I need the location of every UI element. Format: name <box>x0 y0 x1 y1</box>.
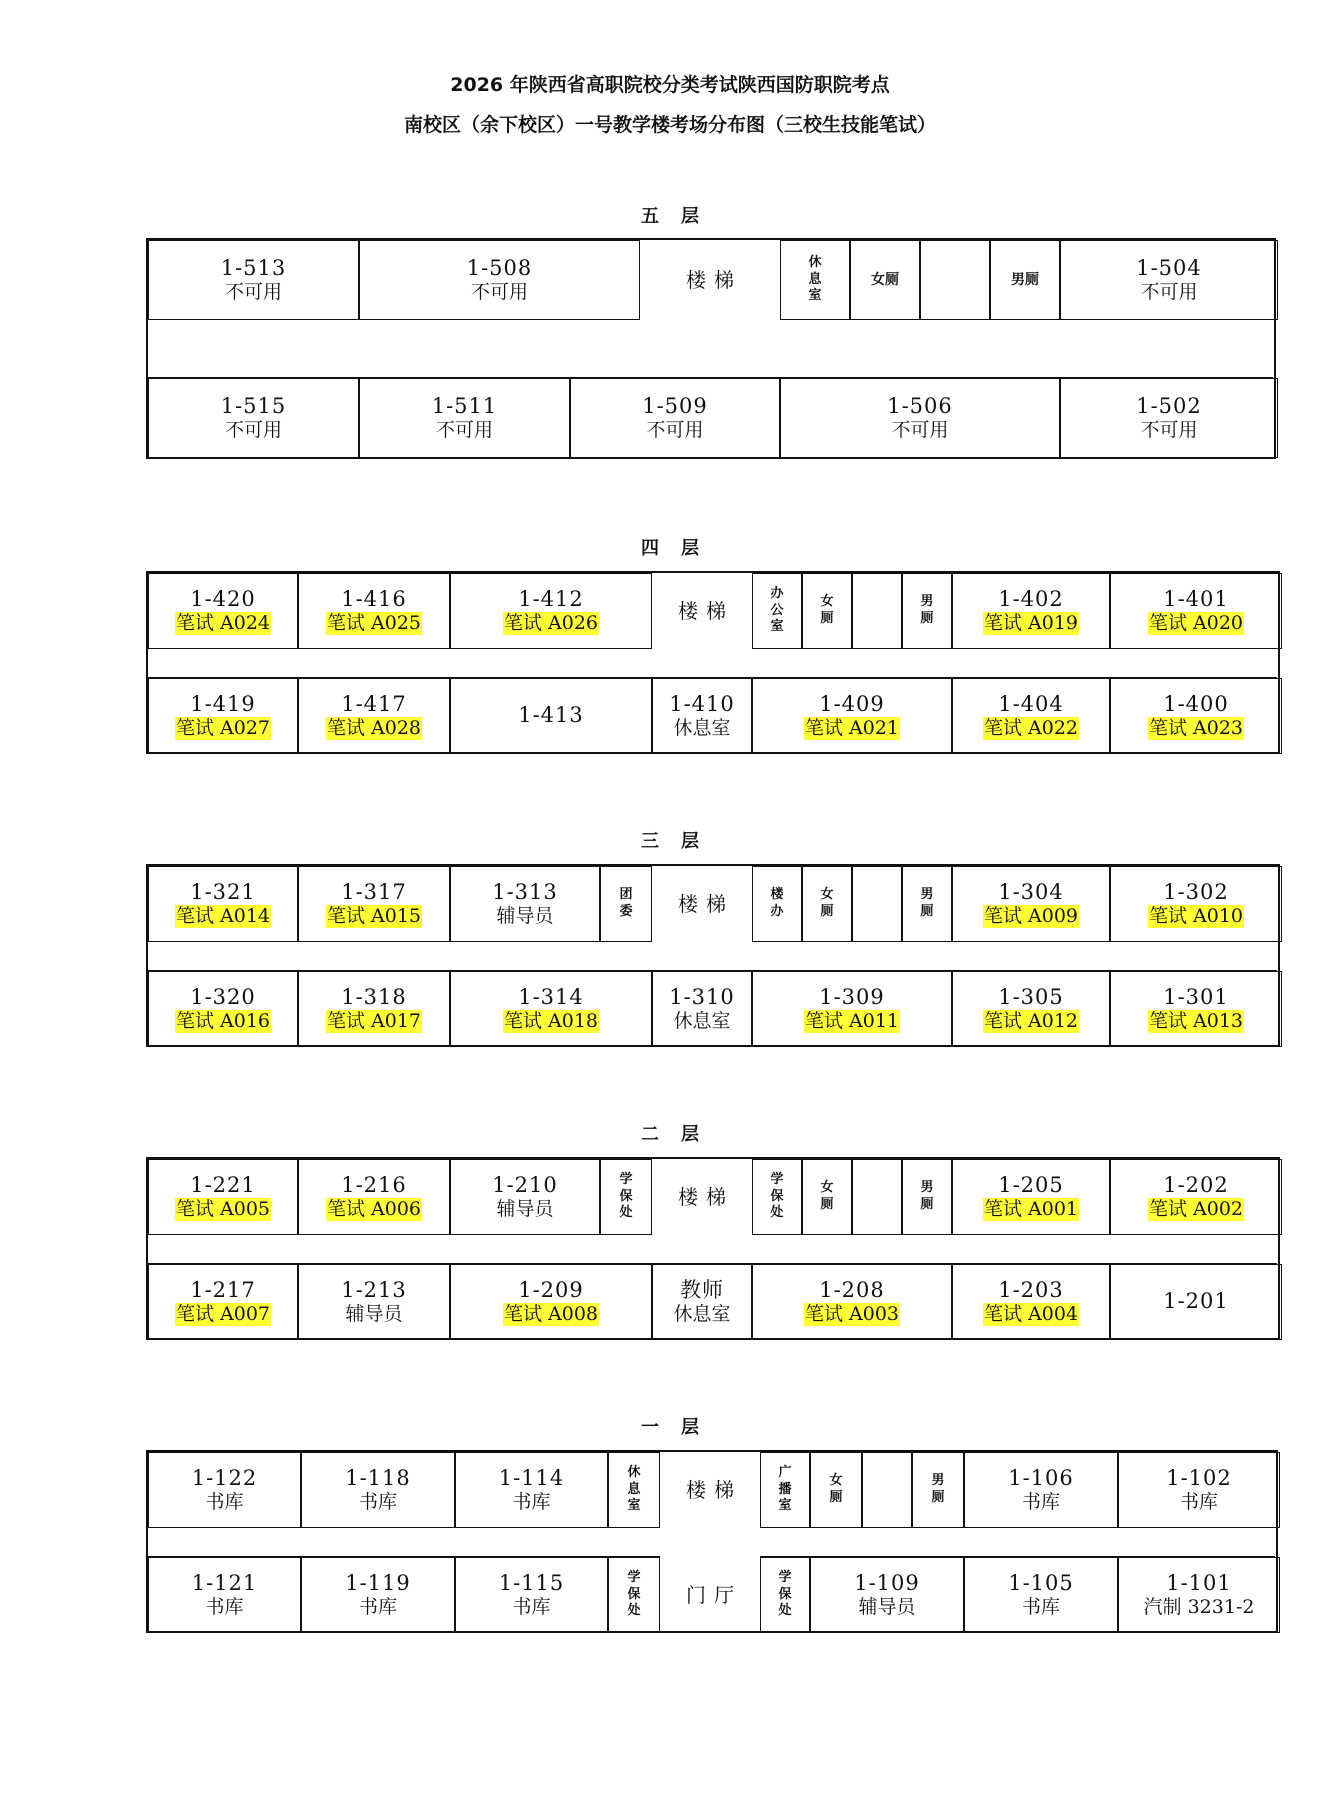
room-number: 1-504 <box>1136 256 1202 280</box>
facility-label: 女厕 <box>829 1473 843 1505</box>
facility-cell <box>902 1159 952 1235</box>
room-number: 1-210 <box>492 1173 558 1197</box>
corridor-wall <box>752 648 1277 649</box>
room-1-119 <box>301 1557 455 1633</box>
facility-label: 男厕 <box>920 1180 934 1212</box>
facility-cell <box>760 1452 810 1528</box>
room-1-105 <box>964 1557 1118 1633</box>
room-number: 1-515 <box>220 394 287 418</box>
corridor-wall <box>148 1263 1277 1264</box>
room-1-313 <box>450 866 600 942</box>
room-number: 1-209 <box>518 1278 584 1302</box>
floor-plan-3 <box>146 864 1280 1047</box>
room-number: 1-511 <box>431 394 498 418</box>
facility-cell <box>760 1557 810 1633</box>
facility-label: 女厕 <box>820 1180 834 1212</box>
room-1-321 <box>148 866 298 942</box>
room-1-511 <box>359 378 570 458</box>
room-1-301 <box>1110 971 1282 1047</box>
exam-room-label: 笔试 A024 <box>175 612 271 635</box>
facility-label: 学保处 <box>627 1569 641 1619</box>
exam-room-label: 笔试 A001 <box>983 1198 1079 1221</box>
room-number: 1-509 <box>642 394 708 418</box>
room-usage-label: 书库 <box>205 1491 244 1514</box>
room-number: 1-118 <box>345 1466 411 1490</box>
floor-plan-5 <box>146 238 1276 459</box>
facility-cell <box>802 573 852 649</box>
room-1-509 <box>570 378 780 458</box>
room-1-320 <box>148 971 298 1047</box>
exam-room-label: 笔试 A018 <box>503 1010 599 1033</box>
stairwell <box>652 866 752 942</box>
facility-label: 女厕 <box>820 887 834 919</box>
facility-label: 学保处 <box>770 1171 784 1221</box>
room-number: 1-213 <box>341 1278 407 1302</box>
room-number: 1-508 <box>466 256 533 280</box>
room-number: 1-101 <box>1166 1571 1232 1595</box>
room-usage-label: 不可用 <box>470 281 528 304</box>
room-1-201 <box>1110 1264 1282 1340</box>
room-number: 1-106 <box>1008 1466 1074 1490</box>
room-number: 1-402 <box>998 587 1064 611</box>
room-number: 1-216 <box>341 1173 407 1197</box>
corridor-wall <box>148 677 1277 678</box>
room-number: 1-417 <box>341 692 407 716</box>
room-1-208 <box>752 1264 952 1340</box>
room-usage-label: 不可用 <box>435 419 493 442</box>
floor-label-4: 四层 <box>641 538 721 559</box>
blank-cell <box>852 573 902 649</box>
room-1-400 <box>1110 678 1282 754</box>
room-number: 1-205 <box>998 1173 1064 1197</box>
room-usage-label: 辅导员 <box>858 1596 916 1619</box>
facility-label: 楼梯 <box>686 268 742 292</box>
exam-room-label: 笔试 A013 <box>1148 1010 1244 1033</box>
exam-room-label: 笔试 A025 <box>326 612 422 635</box>
facility-label: 楼办 <box>770 887 784 919</box>
room-number: 1-410 <box>669 692 735 716</box>
room-1-304 <box>952 866 1110 942</box>
room-usage-label: 辅导员 <box>345 1303 403 1326</box>
exam-room-label: 笔试 A028 <box>326 717 422 740</box>
room-1-101 <box>1118 1557 1280 1633</box>
room-usage-label: 书库 <box>1021 1596 1060 1619</box>
exam-room-label: 笔试 A003 <box>804 1303 900 1326</box>
room-1-317 <box>298 866 450 942</box>
exam-room-label: 笔试 A005 <box>175 1198 271 1221</box>
facility-cell <box>802 866 852 942</box>
exam-room-label: 笔试 A010 <box>1148 905 1244 928</box>
room-usage-label: 不可用 <box>1140 281 1198 304</box>
stairwell <box>652 573 752 649</box>
room-usage-label: 休息室 <box>673 717 731 740</box>
room-1-508 <box>359 240 640 320</box>
facility-cell <box>752 866 802 942</box>
facility-cell <box>912 1452 964 1528</box>
room-1-409 <box>752 678 952 754</box>
document-title-line1: 2026 年陕西省高职院校分类考试陕西国防职院考点 <box>450 74 890 96</box>
room-1-302 <box>1110 866 1282 942</box>
room-1-216 <box>298 1159 450 1235</box>
room-1-416 <box>298 573 450 649</box>
room-usage-label: 辅导员 <box>496 1198 554 1221</box>
facility-cell <box>752 573 802 649</box>
room-usage-label: 书库 <box>512 1596 551 1619</box>
room-1-213 <box>298 1264 450 1340</box>
exam-room-label: 笔试 A015 <box>326 905 422 928</box>
room-number: 1-301 <box>1163 985 1229 1009</box>
corridor-wall <box>148 1527 660 1528</box>
room-number: 1-317 <box>341 880 407 904</box>
floor-label-5: 五层 <box>641 206 721 227</box>
room-usage-label: 书库 <box>1021 1491 1060 1514</box>
facility-label: 团委 <box>619 887 633 919</box>
room-1-118 <box>301 1452 455 1528</box>
facility-cell <box>850 240 920 320</box>
floor-label-1: 一层 <box>641 1417 721 1438</box>
room-1-402 <box>952 573 1110 649</box>
facility-cell <box>802 1159 852 1235</box>
facility-label: 女厕 <box>871 271 899 288</box>
room-number: 1-305 <box>998 985 1064 1009</box>
room-number: 1-404 <box>998 692 1064 716</box>
corridor-wall <box>148 941 652 942</box>
room-number: 1-221 <box>190 1173 256 1197</box>
room-1-314 <box>450 971 652 1047</box>
floor-plan-2 <box>146 1157 1280 1340</box>
room-number: 1-202 <box>1163 1173 1229 1197</box>
exam-room-label: 笔试 A011 <box>804 1010 900 1033</box>
facility-cell <box>810 1452 862 1528</box>
room-1-413 <box>450 678 652 754</box>
room-1-217 <box>148 1264 298 1340</box>
stairwell <box>640 240 780 320</box>
room-1-502 <box>1060 378 1278 458</box>
exam-room-label: 笔试 A020 <box>1148 612 1244 635</box>
room-usage-label: 书库 <box>358 1596 397 1619</box>
room-1-401 <box>1110 573 1282 649</box>
facility-cell <box>600 1159 652 1235</box>
room-number: 1-208 <box>819 1278 885 1302</box>
room-number: 1-203 <box>998 1278 1064 1302</box>
room-1-419 <box>148 678 298 754</box>
room-number: 1-321 <box>190 880 256 904</box>
exam-room-label: 笔试 A017 <box>326 1010 422 1033</box>
exam-room-label: 笔试 A027 <box>175 717 271 740</box>
room-1-106 <box>964 1452 1118 1528</box>
exam-room-label: 笔试 A023 <box>1148 717 1244 740</box>
facility-label: 楼梯 <box>678 1185 734 1209</box>
blank-cell <box>852 866 902 942</box>
facility-label: 广播室 <box>778 1464 792 1514</box>
room-1-504 <box>1060 240 1278 320</box>
room-number: 1-318 <box>341 985 407 1009</box>
floor-label-2: 二层 <box>641 1124 721 1145</box>
facility-label: 楼梯 <box>686 1478 742 1502</box>
room-usage-label: 书库 <box>1179 1491 1218 1514</box>
corridor-wall <box>752 941 1277 942</box>
lobby <box>660 1557 760 1633</box>
room-usage-label: 不可用 <box>224 281 282 304</box>
room-usage-label: 汽制 3231-2 <box>1143 1596 1255 1619</box>
corridor-wall <box>760 1556 1275 1557</box>
room-1-210 <box>450 1159 600 1235</box>
room-number: 1-313 <box>492 880 558 904</box>
room-number: 1-409 <box>819 692 885 716</box>
room-1-115 <box>455 1557 608 1633</box>
room-usage-label: 不可用 <box>224 419 282 442</box>
facility-cell <box>902 866 952 942</box>
facility-cell <box>600 866 652 942</box>
room-usage-label: 不可用 <box>646 419 704 442</box>
room-1-221 <box>148 1159 298 1235</box>
room-1-203 <box>952 1264 1110 1340</box>
floor-label-3: 三层 <box>641 831 721 852</box>
room-1-102 <box>1118 1452 1280 1528</box>
facility-label: 休息室 <box>627 1464 641 1514</box>
corridor-wall <box>752 1234 1277 1235</box>
room-usage-label: 书库 <box>512 1491 551 1514</box>
corridor-wall <box>760 1527 1275 1528</box>
facility-cell <box>608 1557 660 1633</box>
facility-label: 男厕 <box>931 1473 945 1505</box>
room-1-309 <box>752 971 952 1047</box>
room-usage-label: 书库 <box>205 1596 244 1619</box>
blank-cell <box>920 240 990 320</box>
room-number: 1-102 <box>1166 1466 1232 1490</box>
room-number: 1-506 <box>887 394 953 418</box>
facility-label: 办公室 <box>770 585 784 635</box>
room-1-109 <box>810 1557 964 1633</box>
room-number: 1-309 <box>819 985 885 1009</box>
exam-room-label: 笔试 A007 <box>175 1303 271 1326</box>
stairwell <box>652 1159 752 1235</box>
room-number: 1-416 <box>341 587 407 611</box>
room-usage-label: 休息室 <box>673 1303 731 1326</box>
room-1-121 <box>148 1557 301 1633</box>
exam-room-label: 笔试 A004 <box>983 1303 1079 1326</box>
corridor-wall <box>148 377 1273 378</box>
room-number: 1-513 <box>220 256 287 280</box>
exam-room-label: 笔试 A008 <box>503 1303 599 1326</box>
facility-label: 女厕 <box>820 594 834 626</box>
exam-room-label: 笔试 A014 <box>175 905 271 928</box>
room-usage-label: 不可用 <box>891 419 949 442</box>
teacher-lounge <box>652 1264 752 1340</box>
room-1-513 <box>148 240 359 320</box>
corridor-wall <box>148 1556 660 1557</box>
exam-room-label: 笔试 A009 <box>983 905 1079 928</box>
corridor-wall <box>148 970 1277 971</box>
exam-room-label: 笔试 A026 <box>503 612 599 635</box>
room-usage-label: 不可用 <box>1140 419 1198 442</box>
facility-label: 男厕 <box>1011 271 1039 288</box>
room-number: 1-304 <box>998 880 1064 904</box>
room-1-318 <box>298 971 450 1047</box>
floor-plan-1 <box>146 1450 1278 1633</box>
floor-plan-4 <box>146 571 1280 754</box>
room-number: 1-401 <box>1163 587 1229 611</box>
corridor-wall <box>780 319 1273 320</box>
room-usage-label: 辅导员 <box>496 905 554 928</box>
room-number: 1-400 <box>1163 692 1229 716</box>
exam-room-label: 笔试 A002 <box>1148 1198 1244 1221</box>
facility-label: 男厕 <box>920 594 934 626</box>
room-number: 1-302 <box>1163 880 1229 904</box>
room-number: 1-201 <box>1163 1289 1229 1314</box>
exam-room-label: 笔试 A019 <box>983 612 1079 635</box>
room-1-305 <box>952 971 1110 1047</box>
exam-room-label: 笔试 A016 <box>175 1010 271 1033</box>
room-1-412 <box>450 573 652 649</box>
room-usage-label: 休息室 <box>673 1010 731 1033</box>
room-1-202 <box>1110 1159 1282 1235</box>
room-number: 1-122 <box>191 1466 258 1490</box>
corridor-wall <box>148 319 640 320</box>
room-1-420 <box>148 573 298 649</box>
room-1-114 <box>455 1452 608 1528</box>
room-number: 1-109 <box>854 1571 920 1595</box>
exam-room-label: 笔试 A012 <box>983 1010 1079 1033</box>
room-1-506 <box>780 378 1060 458</box>
blank-cell <box>852 1159 902 1235</box>
room-number: 1-314 <box>518 985 584 1009</box>
room-number: 1-105 <box>1008 1571 1074 1595</box>
room-1-515 <box>148 378 359 458</box>
document-title-line2: 南校区（余下校区）一号教学楼考场分布图（三校生技能笔试） <box>403 114 936 136</box>
blank-cell <box>862 1452 912 1528</box>
room-1-205 <box>952 1159 1110 1235</box>
facility-cell <box>780 240 850 320</box>
room-number: 1-320 <box>190 985 256 1009</box>
room-number: 1-420 <box>190 587 256 611</box>
room-number: 1-419 <box>190 692 256 716</box>
room-1-310 <box>652 971 752 1047</box>
facility-cell <box>608 1452 660 1528</box>
room-number: 1-121 <box>191 1571 258 1595</box>
exam-room-label: 笔试 A006 <box>326 1198 422 1221</box>
stairwell <box>660 1452 760 1528</box>
room-1-404 <box>952 678 1110 754</box>
room-number: 1-115 <box>498 1571 565 1595</box>
facility-cell <box>990 240 1060 320</box>
exam-room-label: 笔试 A021 <box>804 717 900 740</box>
room-1-410 <box>652 678 752 754</box>
room-number: 1-217 <box>190 1278 256 1302</box>
room-1-209 <box>450 1264 652 1340</box>
facility-label: 学保处 <box>619 1171 633 1221</box>
room-number: 1-310 <box>669 985 735 1009</box>
facility-label: 门厅 <box>686 1583 742 1607</box>
corridor-wall <box>148 1234 652 1235</box>
facility-cell <box>752 1159 802 1235</box>
room-number: 1-412 <box>518 587 584 611</box>
room-number: 1-502 <box>1136 394 1202 418</box>
room-usage-label: 书库 <box>358 1491 397 1514</box>
room-1-417 <box>298 678 450 754</box>
room-1-122 <box>148 1452 301 1528</box>
room-number: 教师 <box>680 1278 724 1302</box>
facility-label: 楼梯 <box>678 892 734 916</box>
room-number: 1-413 <box>518 703 584 728</box>
room-number: 1-114 <box>498 1466 565 1490</box>
facility-label: 休息室 <box>808 254 822 304</box>
facility-label: 楼梯 <box>678 599 734 623</box>
facility-label: 男厕 <box>920 887 934 919</box>
room-number: 1-119 <box>345 1571 411 1595</box>
exam-room-label: 笔试 A022 <box>983 717 1079 740</box>
facility-cell <box>902 573 952 649</box>
corridor-wall <box>148 648 652 649</box>
facility-label: 学保处 <box>778 1569 792 1619</box>
